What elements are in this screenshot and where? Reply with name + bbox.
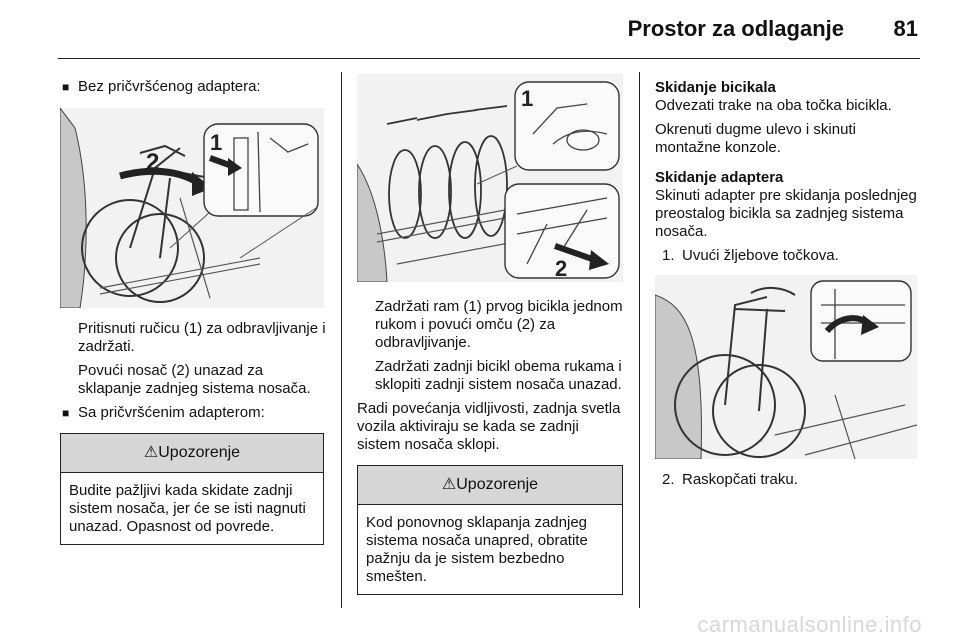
column-3 xyxy=(655,68,917,489)
figure-callout-1: 1 xyxy=(210,130,223,155)
warning-box xyxy=(60,433,324,545)
paragraph: Skinuti adapter pre skidanja poslednjeg preostalog bicikla sa zadnjeg sistema nosača. xyxy=(655,187,917,240)
column-2 xyxy=(357,68,625,595)
paragraph: Zadržati zadnji bicikl obema rukama i sklopiti zadnji sistem nosača unazad. xyxy=(375,358,622,393)
figure-wheel-strap xyxy=(655,275,917,459)
page-title: Prostor za odlaganje xyxy=(627,16,844,41)
page-header xyxy=(0,0,960,62)
paragraph: Zadržati ram (1) prvog bicikla jednom rukom i povući omču (2) za odbravljivanje. xyxy=(375,298,623,351)
warning-title: Upozorenje xyxy=(456,476,539,493)
paragraph: Radi povećanja vidljivosti, zadnja svetla vozila aktiviraju se kada se zadnji sistem nosača sklopi. xyxy=(357,400,621,453)
warning-body: Kod ponovnog sklapanja zadnjeg sistema nosača unapred, obratite pažnju da je sistem bezbedno smešten. xyxy=(366,514,588,585)
warning-triangle-icon: ⚠ xyxy=(143,444,159,461)
warning-header xyxy=(358,466,622,505)
bullet-item: ■ Bez pričvršćenog adaptera: xyxy=(62,78,261,95)
warning-body: Budite pažljivi kada skidate zadnji sistem nosača, jer će se isti nagnuti unazad. Opasnost od povrede. xyxy=(69,482,306,535)
warning-box xyxy=(357,465,623,595)
section-heading: Skidanje bicikala xyxy=(655,79,776,96)
column-divider xyxy=(341,72,342,608)
list-item: 2. Raskopčati traku. xyxy=(662,471,798,488)
warning-header xyxy=(61,434,323,473)
section-heading: Skidanje adaptera xyxy=(655,169,784,186)
watermark: carmanualsonline.info xyxy=(697,612,922,637)
figure-callout-2: 2 xyxy=(146,149,160,176)
figure-release-lever xyxy=(60,108,324,308)
figure-callout-1: 1 xyxy=(521,86,534,111)
column-divider xyxy=(639,72,640,608)
warning-triangle-icon: ⚠ xyxy=(441,476,457,493)
bullet-icon: ■ xyxy=(62,80,70,94)
paragraph: Okrenuti dugme ulevo i skinuti montažne konzole. xyxy=(655,121,856,156)
column-1 xyxy=(60,68,326,545)
paragraph: Odvezati trake na oba točka bicikla. xyxy=(655,97,892,114)
page-number: 81 xyxy=(893,16,918,41)
figure-fold-carrier xyxy=(357,74,623,282)
warning-title: Upozorenje xyxy=(158,444,241,461)
paragraph: Pritisnuti ručicu (1) za odbravljivanje i zadržati. xyxy=(78,320,326,355)
figure-callout-2: 2 xyxy=(555,256,568,281)
list-item: 1. Uvući žljebove točkova. xyxy=(662,247,839,264)
paragraph: Povući nosač (2) unazad za sklapanje zadnjeg sistema nosača. xyxy=(78,362,311,397)
header-rule xyxy=(58,58,920,59)
bullet-icon: ■ xyxy=(62,406,70,420)
bullet-item: ■ Sa pričvršćenim adapterom: xyxy=(62,404,265,421)
